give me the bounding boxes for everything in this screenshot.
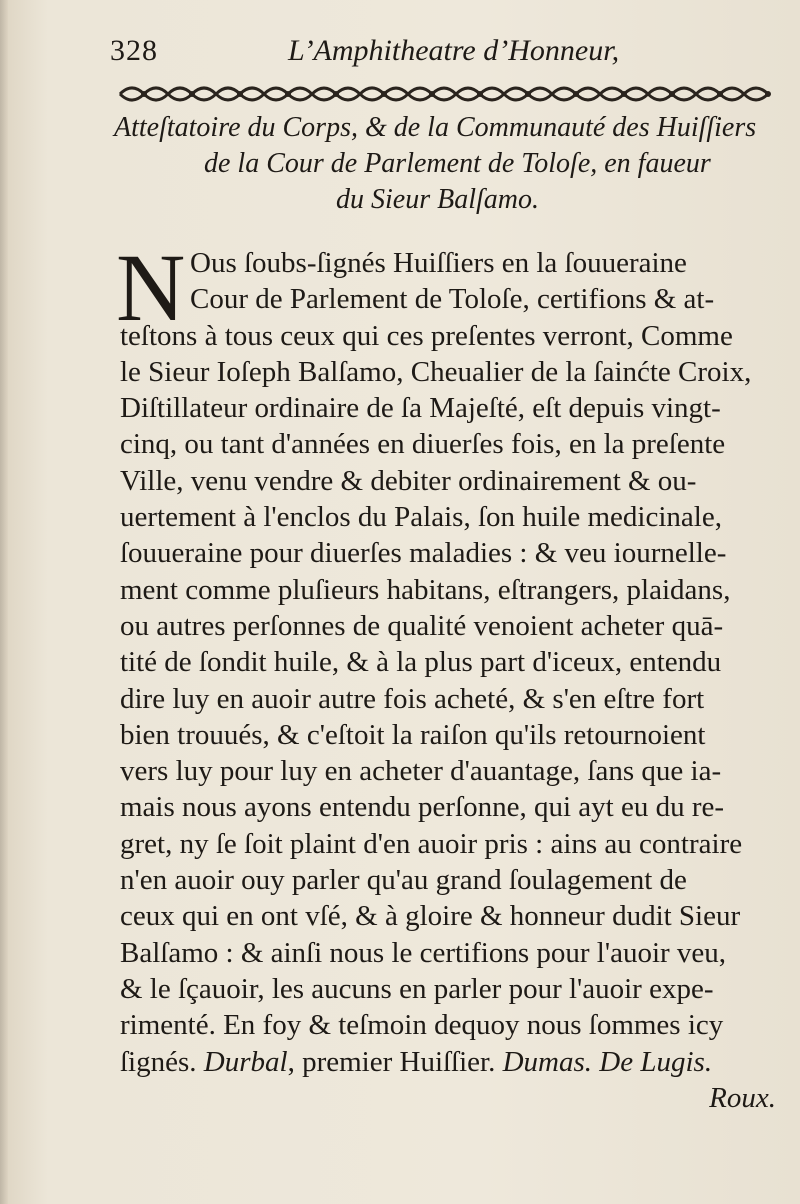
text-line: bien trouués, & c'eſtoit la raiſon qu'ils retournoient [120,718,706,751]
heading-line: du Sieur Balſamo. [336,184,539,215]
signature-line [0,1044,800,1080]
text-line: gret, ny ſe ſoit plaint d'en auoir pris : ains au contraire [120,827,743,860]
text-line: Diſtillateur ordinaire de ſa Majeſté, eſt depuis vingt- [120,392,721,425]
body-text [0,245,800,1116]
signatory-names: Dumas. De Lugis. [502,1045,713,1078]
text-line: Balſamo : & ainſi nous le certifions pour l'auoir veu, [120,936,727,969]
text-line: n'en auoir ouy parler qu'au grand ſoulagement de [120,864,687,897]
text-line: ceux qui en ont vſé, & à gloire & honneur dudit Sieur [120,900,741,933]
text-fragment: ſignés. [120,1045,204,1078]
text-line: tité de ſondit huile, & à la plus part d'iceux, entendu [120,646,722,679]
page-number: 328 [110,34,158,67]
running-head [110,30,790,70]
text-line: Ville, venu vendre & debiter ordinairement & ou- [120,464,697,497]
running-title: L’Amphitheatre d’Honneur, [288,34,620,67]
heading-line: Atteſtatoire du Corps, & de la Communauté des Huiſſiers [114,112,757,143]
text-line: dire luy en auoir autre fois acheté, & s'en eſtre fort [120,682,705,715]
text-line: Cour de Parlement de Toloſe, certifions & at- [190,283,715,316]
printer-ornament-band [118,80,772,108]
text-fragment: , premier Huiſſier. [287,1045,503,1078]
signatory-name-final: Roux. [709,1081,776,1114]
text-line: ment comme pluſieurs habitans, eſtrangers, plaidans, [120,573,731,606]
text-line: ou autres perſonnes de qualité venoient acheter quā- [120,609,724,642]
text-line: cinq, ou tant d'années en diuerſes fois, en la preſente [120,428,726,461]
text-line: Ous ſoubs-ſignés Huiſſiers en la ſouueraine [190,247,687,279]
text-line: teſtons à tous ceux qui ces preſentes verront, Comme [120,319,733,352]
text-line: le Sieur Ioſeph Balſamo, Cheualier de la ſainćte Croix, [120,355,752,388]
text-line: rimenté. En foy & teſmoin dequoy nous ſommes icy [120,1009,724,1042]
text-line: uertement à l'enclos du Palais, ſon huile medicinale, [120,501,722,534]
text-line: vers luy pour luy en acheter d'auantage, ſans que ia- [120,755,722,788]
heading-line: de la Cour de Parlement de Toloſe, en faueur [204,148,711,179]
signatory-name: Durbal [203,1045,288,1078]
drop-capital: N [116,234,186,341]
chapter-heading [100,110,800,218]
text-line: mais nous ayons entendu perſonne, qui ayt eu du re- [120,791,725,824]
text-line: ſouueraine pour diuerſes maladies : & veu iournelle- [120,537,727,570]
text-line: & le ſçauoir, les aucuns en parler pour l'auoir expe- [120,972,714,1005]
